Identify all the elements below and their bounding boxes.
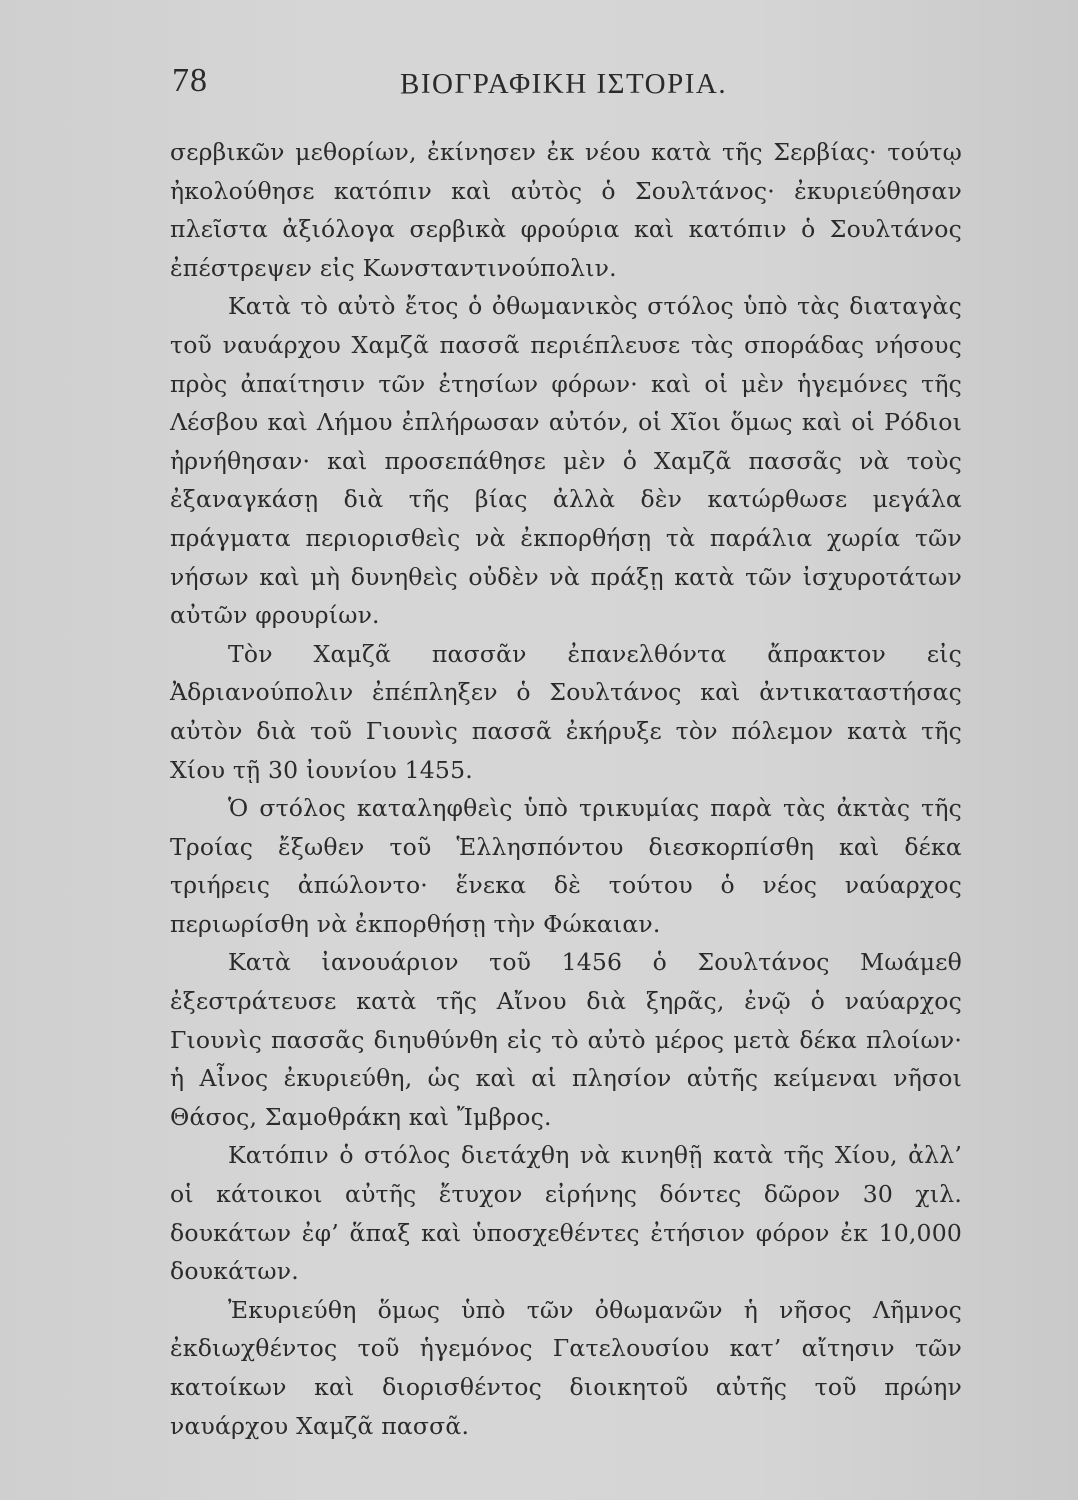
paragraph: Ὁ στόλος καταληφθεὶς ὑπὸ τρικυμίας παρὰ τὰς ἀκτὰς τῆς Τροίας ἔξωθεν τοῦ Ἑλλησπόντου διεσκορπίσθη καὶ δέκα τριήρεις ἀπώλοντο· ἕνεκα δὲ τούτου ὁ νέος ναύαρχος περιωρίσθη νὰ ἐκπορθήσῃ τὴν Φώκαιαν. (170, 794, 962, 938)
paragraph: Κατόπιν ὁ στόλος διετάχθη νὰ κινηθῇ κατὰ τῆς Χίου, ἀλλ’ οἱ κάτοικοι αὐτῆς ἔτυχον εἰρήνης δόντες δῶρον 30 χιλ. δουκάτων ἐφ’ ἅπαξ καὶ ὑποσχεθέντες ἐτήσιον φόρον ἐκ 10,000 δουκάτων. (170, 1141, 962, 1286)
page-number: 78 (172, 62, 208, 99)
paragraph: Τὸν Χαμζᾶ πασσᾶν ἐπανελθόντα ἄπρακτον εἰς Ἀδριανούπολιν ἐπέπληξεν ὁ Σουλτάνος καὶ ἀντικαταστήσας αὐτὸν διὰ τοῦ Γιουνὶς πασσᾶ ἐκήρυξε τὸν πόλεμον κατὰ τῆς Χίου τῇ 30 ἰουνίου 1455. (170, 639, 962, 784)
paragraph: Κατὰ τὸ αὐτὸ ἔτος ὁ ὀθωμανικὸς στόλος ὑπὸ τὰς διαταγὰς τοῦ ναυάρχου Χαμζᾶ πασσᾶ περιέπλευσε τὰς σποράδας νήσους πρὸς ἀπαίτησιν τῶν ἐτησίων φόρων· καὶ οἱ μὲν ἡγεμόνες τῆς Λέσβου καὶ Λήμου ἐπλήρωσαν αὐτόν, οἱ Χῖοι ὅμως καὶ οἱ Ρόδιοι ἠρνήθησαν· καὶ προσεπάθησε μὲν ὁ Χαμζᾶ πασσᾶς νὰ τοὺς ἐξαναγκάσῃ διὰ τῆς βίας ἀλλὰ δὲν κατώρθωσε μεγάλα πράγματα περιορισθεὶς νὰ ἐκπορθήσῃ τὰ παράλια χωρία τῶν νήσων καὶ μὴ δυνηθεὶς οὐδὲν νὰ πράξῃ κατὰ τῶν ἰσχυροτάτων αὐτῶν φρουρίων. (170, 292, 962, 630)
body-text (170, 133, 962, 1445)
running-title: ΒΙΟΓΡΑΦΙΚΗ ΙΣΤΟΡΙΑ. (400, 68, 728, 100)
paragraph-continuation: σερβικῶν μεθορίων, ἐκίνησεν ἐκ νέου κατὰ τῆς Σερβίας· τούτῳ ἠκολούθησε κατόπιν καὶ αὐτὸς ὁ Σουλτάνος· ἐκυριεύθησαν πλεῖστα ἀξιόλογα σερβικὰ φρούρια καὶ κατόπιν ὁ Σουλτάνος ἐπέστρεψεν εἰς Κωνσταντινούπολιν. (170, 138, 962, 282)
running-head (172, 62, 962, 112)
paragraph: Κατὰ ἰανουάριον τοῦ 1456 ὁ Σουλτάνος Μωάμεθ ἐξεστράτευσε κατὰ τῆς Αἴνου διὰ ξηρᾶς, ἐνῷ ὁ ναύαρχος Γιουνὶς πασσᾶς διηυθύνθη εἰς τὸ αὐτὸ μέρος μετὰ δέκα πλοίων· ἡ Αἶνος ἐκυριεύθη, ὡς καὶ αἱ πλησίον αὐτῆς κείμεναι νῆσοι Θάσος, Σαμοθράκη καὶ Ἴμβρος. (170, 948, 962, 1131)
paragraph: Ἐκυριεύθη ὅμως ὑπὸ τῶν ὀθωμανῶν ἡ νῆσος Λῆμνος ἐκδιωχθέντος τοῦ ἡγεμόνος Γατελουσίου κατ’ αἴτησιν τῶν κατοίκων καὶ διορισθέντος διοικητοῦ αὐτῆς τοῦ πρώην ναυάρχου Χαμζᾶ πασσᾶ. (170, 1295, 962, 1440)
